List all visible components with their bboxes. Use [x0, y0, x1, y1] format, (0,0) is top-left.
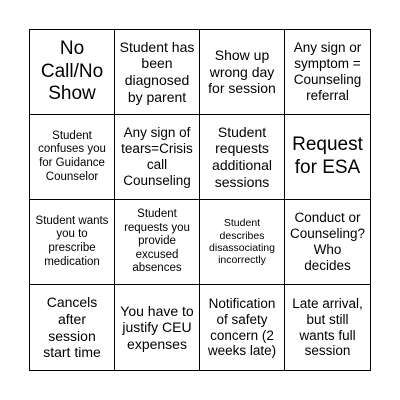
- bingo-cell[interactable]: Show up wrong day for session: [200, 30, 285, 115]
- bingo-cell[interactable]: Cancels after session start time: [30, 285, 115, 370]
- bingo-cell[interactable]: Any sign or symptom = Counseling referral: [285, 30, 370, 115]
- bingo-cell[interactable]: Conduct or Counseling? Who decides: [285, 200, 370, 285]
- bingo-cell[interactable]: Student confuses you for Guidance Counselor: [30, 115, 115, 200]
- bingo-cell[interactable]: Request for ESA: [285, 115, 370, 200]
- bingo-cell[interactable]: Notification of safety concern (2 weeks late): [200, 285, 285, 370]
- bingo-cell[interactable]: Student describes disassociating incorrectly: [200, 200, 285, 285]
- bingo-cell[interactable]: Late arrival, but still wants full session: [292, 295, 363, 359]
- bingo-cell[interactable]: Student requests you provide excused absences: [115, 200, 200, 285]
- bingo-cell[interactable]: Any sign of tears=Crisis call Counseling: [115, 115, 200, 200]
- bingo-cell[interactable]: You have to justify CEU expenses: [115, 285, 200, 370]
- bingo-cell[interactable]: No Call/No Show: [30, 30, 115, 115]
- bingo-board: [29, 29, 371, 371]
- bingo-cell[interactable]: Student wants you to prescribe medication: [30, 200, 115, 285]
- bingo-cell[interactable]: Student has been diagnosed by parent: [115, 30, 200, 115]
- bingo-cell[interactable]: Student requests additional sessions: [200, 115, 285, 200]
